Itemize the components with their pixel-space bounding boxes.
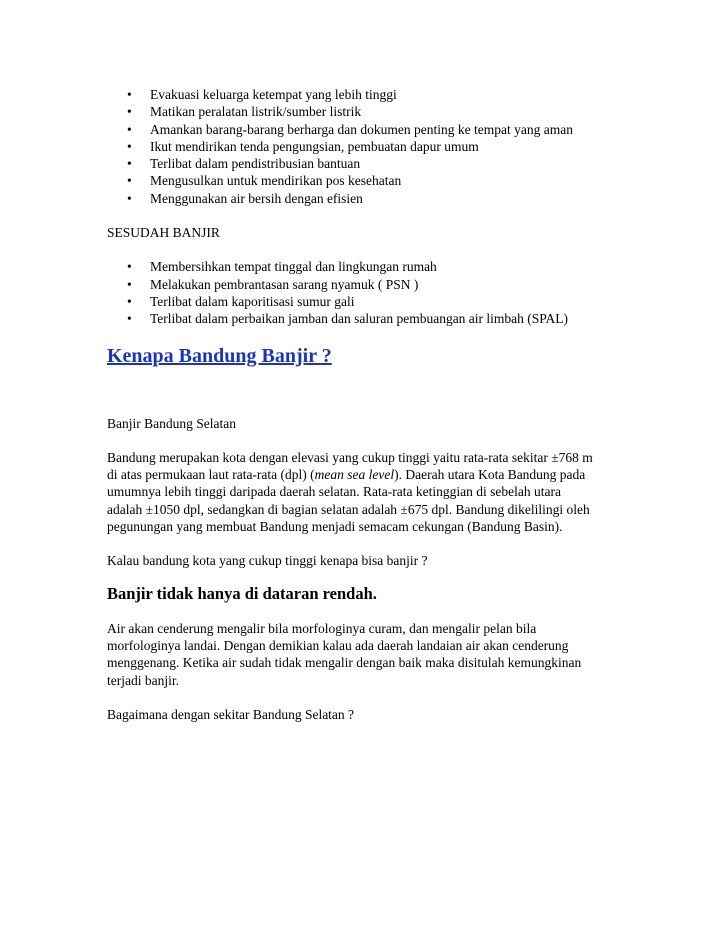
subtitle: Banjir Bandung Selatan — [107, 415, 236, 431]
bullet-dot-icon: • — [127, 311, 132, 327]
document-content — [107, 86, 637, 723]
list-item: • Amankan barang-barang berharga dan dokumen penting ke tempat yang aman — [127, 121, 573, 137]
bullet-dot-icon: • — [127, 276, 132, 292]
closing-question: Bagaimana dengan sekitar Bandung Selatan ? — [107, 706, 355, 722]
section-heading-after-flood: SESUDAH BANJIR — [107, 225, 220, 241]
paragraph-elevation — [107, 449, 637, 535]
list-item: • Matikan peralatan listrik/sumber listrik — [127, 104, 362, 120]
list-item: • Terlibat dalam perbaikan jamban dan saluran pembuangan air limbah (SPAL) — [127, 311, 569, 327]
bullet-dot-icon: • — [127, 138, 132, 154]
bullet-dot-icon: • — [127, 173, 132, 189]
list-item: • Melakukan pembrantasan sarang nyamuk ( PSN ) — [127, 276, 419, 292]
paragraph-morphology — [107, 620, 637, 689]
list-item: • Evakuasi keluarga ketempat yang lebih tinggi — [127, 87, 397, 102]
paragraph-line: menggenang. Ketika air sudah tidak mengalir dengan baik maka disitulah kemungkinan — [107, 655, 582, 671]
list-item: • Menggunakan air bersih dengan efisien — [127, 190, 363, 206]
after-flood-list — [107, 258, 637, 327]
paragraph-line: adalah ±1050 dpl, sedangkan di bagian selatan adalah ±675 dpl. Bandung dikelilingi oleh — [107, 501, 590, 517]
bullet-dot-icon: • — [127, 190, 132, 206]
paragraph-line: di atas permukaan laut rata-rata (dpl) (mean sea level). Daerah utara Kota Bandung pada — [107, 467, 586, 483]
question: Kalau bandung kota yang cukup tinggi kenapa bisa banjir ? — [107, 553, 428, 569]
paragraph-line: terjadi banjir. — [107, 672, 179, 688]
paragraph-line: pegunungan yang membuat Bandung menjadi semacam cekungan (Bandung Basin). — [107, 519, 563, 535]
paragraph-line: Air akan cenderung mengalir bila morfologinya curam, dan mengalir pelan bila — [107, 620, 537, 636]
section-heading-bold: Banjir tidak hanya di dataran rendah. — [107, 583, 377, 603]
during-flood-list — [107, 86, 637, 207]
bullet-dot-icon: • — [127, 293, 132, 309]
paragraph-line: Bandung merupakan kota dengan elevasi yang cukup tinggi yaitu rata-rata sekitar ±768 m — [107, 449, 593, 465]
list-item: • Ikut mendirikan tenda pengungsian, pembuatan dapur umum — [127, 138, 479, 154]
bullet-dot-icon: • — [127, 259, 132, 275]
bullet-dot-icon: • — [127, 121, 132, 137]
bullet-dot-icon: • — [127, 104, 132, 120]
list-item: • Membersihkan tempat tinggal dan lingkungan rumah — [127, 259, 437, 275]
bullet-dot-icon: • — [127, 87, 132, 102]
paragraph-line: morfologinya landai. Dengan demikian kalau ada daerah landaian air akan cenderung — [107, 637, 569, 653]
paragraph-line: umumnya lebih tinggi daripada daerah selatan. Rata-rata ketinggian di sebelah utara — [107, 484, 561, 500]
list-item: • Terlibat dalam pendistribusian bantuan — [127, 156, 361, 172]
list-item: • Mengusulkan untuk mendirikan pos kesehatan — [127, 173, 402, 189]
list-item: • Terlibat dalam kaporitisasi sumur gali — [127, 293, 355, 309]
heading-link[interactable]: Kenapa Bandung Banjir ? — [107, 344, 332, 367]
bullet-dot-icon: • — [127, 156, 132, 172]
